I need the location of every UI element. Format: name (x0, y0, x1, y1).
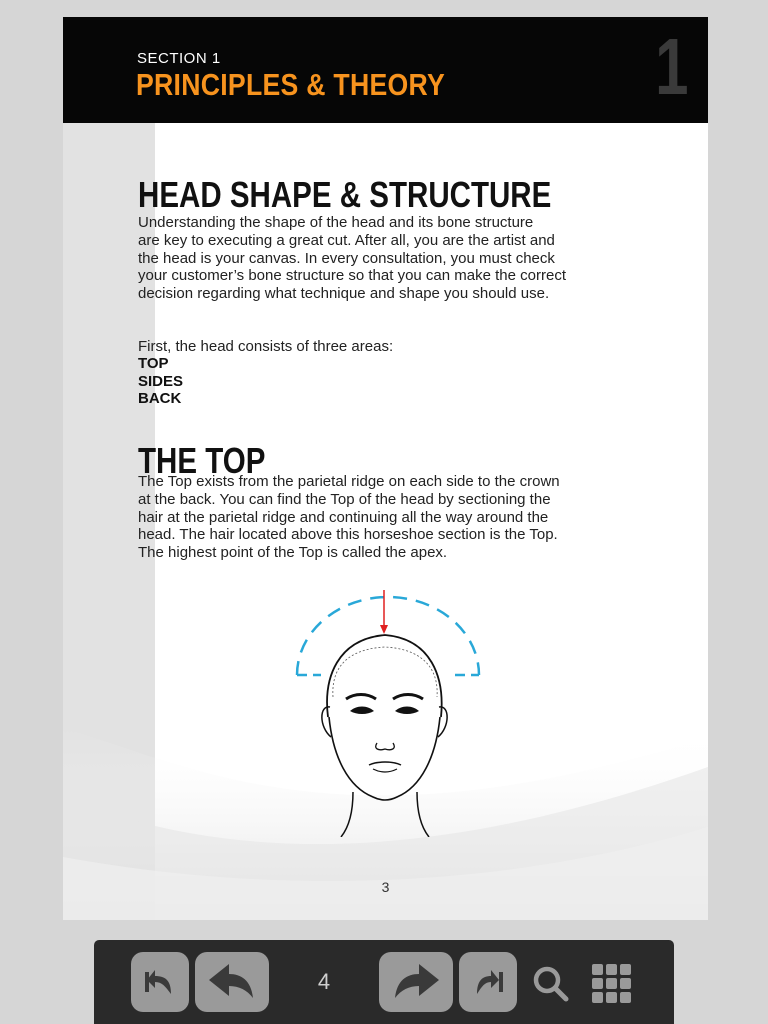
text-line: Understanding the shape of the head and its bone structure (138, 214, 534, 231)
text-line: decision regarding what technique and shape you should use. (138, 285, 550, 303)
text-line: are key to executing a great cut. After all, you are the artist and (138, 231, 555, 249)
last-page-button[interactable] (459, 952, 517, 1012)
text-line: the head is your canvas. In every consultation, you must check (138, 249, 555, 267)
text-line: The highest point of the Top is called the apex. (138, 544, 448, 562)
heading-head-shape: HEAD SHAPE & STRUCTURE (138, 174, 552, 215)
text-line: your customer’s bone structure so that you can make the correct (138, 267, 566, 285)
text-line: The Top exists from the parietal ridge on each side to the crown (138, 473, 560, 490)
text-line: hair at the parietal ridge and continuing all the way around the (138, 508, 549, 526)
current-page-indicator: 4 (317, 969, 331, 994)
text-line: at the back. You can find the Top of the head by sectioning the (138, 490, 551, 508)
head-diagram-icon (293, 587, 483, 837)
redo-button[interactable] (379, 952, 453, 1012)
grid-icon[interactable] (590, 962, 634, 1006)
document-page (63, 17, 708, 920)
page-number: 3 (381, 879, 390, 895)
intro-paragraph (138, 214, 618, 303)
section-label: SECTION 1 (137, 50, 221, 67)
heading-the-top: THE TOP (138, 440, 266, 481)
areas-intro: First, the head consists of three areas: (138, 338, 394, 355)
section-number: 1 (654, 22, 688, 111)
reader-toolbar (94, 940, 674, 1024)
area-back: BACK (138, 390, 182, 407)
area-sides: SIDES (138, 373, 184, 390)
text-line: head. The hair located above this horseshoe section is the Top. (138, 526, 558, 544)
top-paragraph (138, 473, 618, 562)
first-page-icon (131, 952, 189, 1012)
search-icon[interactable] (530, 964, 574, 1004)
section-title: PRINCIPLES & THEORY (136, 67, 446, 102)
area-top: TOP (138, 355, 169, 372)
first-page-button[interactable] (131, 952, 189, 1012)
undo-arrow-icon (195, 952, 269, 1012)
undo-button[interactable] (195, 952, 269, 1012)
section-header (63, 17, 708, 123)
redo-arrow-icon (379, 952, 453, 1012)
last-page-icon (459, 952, 517, 1012)
